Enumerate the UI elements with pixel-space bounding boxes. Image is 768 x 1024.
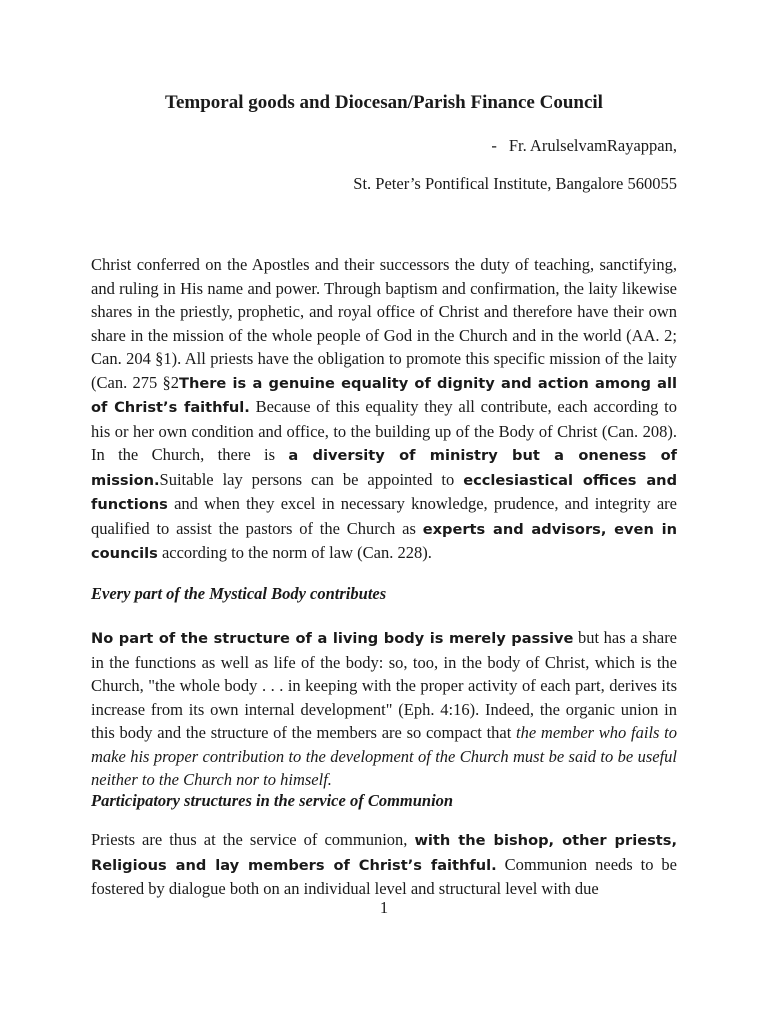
author-dash: - — [491, 136, 497, 155]
text-run: according to the norm of law (Can. 228). — [157, 543, 432, 562]
paragraph-communion — [91, 828, 677, 901]
emphasis-bishop: with the bishop, other priests, Religious and lay members of Christ’s faithful. — [91, 832, 677, 874]
document-title: Temporal goods and Diocesan/Parish Finance Council — [165, 92, 603, 113]
text-run: Christ conferred on the Apostles and their successors the duty of teaching, sanctifying, and ruling in His name and power. Through baptism and confirmation, the laity likewise shares in the priestly, prophetic, and royal office of Christ and therefore have their own share in the mission of the whole people of God in the Church and in the world (AA. 2; Can. 204 §1). All priests have the obligation to promote this specific mission of the laity (Can. 275 §2 — [91, 255, 677, 392]
paragraph-lay-mission — [91, 253, 677, 566]
text-run: Priests are thus at the service of communion, — [91, 830, 415, 849]
emphasis-experts: experts and advisors, even in councils — [91, 520, 678, 562]
paragraph-living-body — [91, 626, 677, 792]
text-run: Because of this equality they all contribute, each according to his or her own condition and office, to the building up of the Body of Christ (Can. 208). In the Church, there is — [91, 397, 677, 464]
italic-quote: the member who fails to make his proper contribution to the development of the Church must be said to be useful neither to the Church nor to himself. — [91, 723, 678, 789]
section-heading-mystical-body: Every part of the Mystical Body contributes — [91, 584, 387, 603]
text-run: Communion needs to be fostered by dialogue both on an individual level and structural level with due — [91, 854, 677, 898]
emphasis-passive: No part of the structure of a living body is merely passive — [91, 630, 574, 647]
emphasis-diversity: a diversity of ministry but a oneness of mission. — [91, 447, 677, 489]
text-run: Suitable lay persons can be appointed to — [159, 469, 464, 489]
text-run: and when they excel in necessary knowledge, prudence, and integrity are qualified to assist the pastors of the Church as — [91, 494, 677, 538]
emphasis-offices: ecclesiastical offices and functions — [91, 471, 678, 513]
section-heading-communion: Participatory structures in the service of Communion — [91, 791, 454, 810]
author-name: Fr. ArulselvamRayappan, — [508, 136, 677, 155]
author-affiliation: St. Peter’s Pontifical Institute, Bangalore 560055 — [353, 174, 677, 193]
author-line — [0, 136, 677, 156]
text-run: but has a share in the functions as well as life of the body: so, too, in the body of Christ, which is the Church, "the whole body . . . in keeping with the proper activity of each part, derives its increase from its own internal development" (Eph. 4:16). Indeed, the organic union in this body and the structure of the members are so compact that — [91, 628, 678, 742]
page-number: 1 — [379, 898, 389, 917]
emphasis-equality: There is a genuine equality of dignity and action among all of Christ’s faithful. — [91, 374, 678, 416]
